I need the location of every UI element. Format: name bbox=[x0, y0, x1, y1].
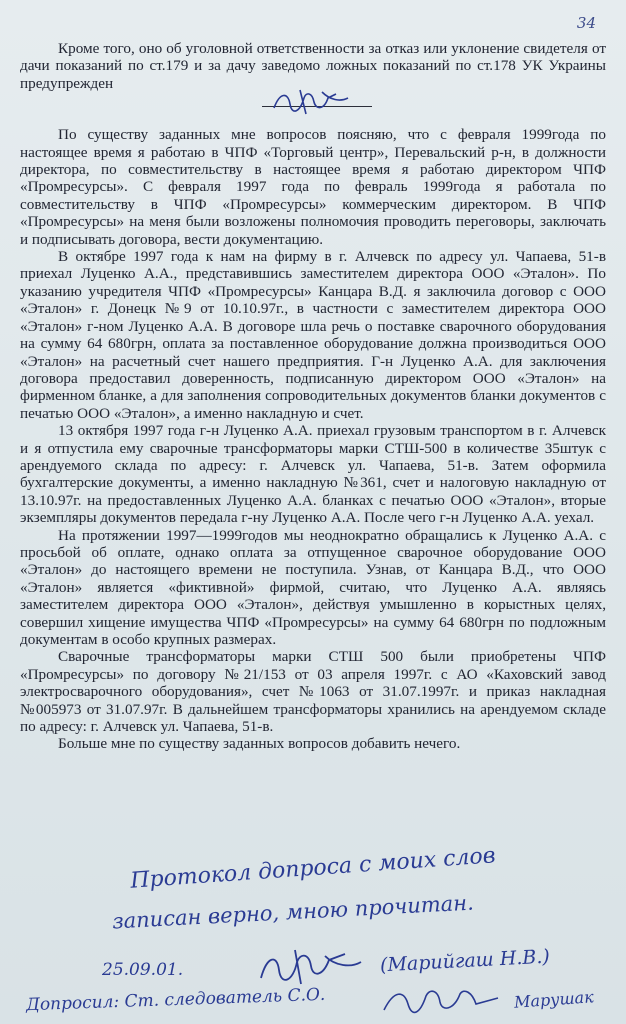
testimony-text bbox=[20, 40, 606, 753]
paragraph-nonpayment: На протяжении 1997—1999годов мы неоднократно обращались к Луценко А.А. с просьбой об оплате, однако оплата за отпущенное сварочное оборудование ООО «Эталон» до настоящего времени не поступила. Узнав, от Канцара В.Д., что ООО «Эталон» является «фиктивной» фирмой, считаю, что Луценко А.А. являясь заместителем директора ООО «Эталон», действуя умышленно в корыстных целях, совершил хищение имущества ЧПФ «Промресурсы» на сумму 64 680грн по подложным документам в особо крупных размерах. bbox=[20, 526, 606, 648]
paragraph-closing: Больше мне по существу заданных вопросов добавить нечего. bbox=[58, 735, 461, 753]
handwritten-statement-line1: Протокол допроса с моих слов bbox=[129, 843, 497, 894]
page-number: 34 bbox=[576, 14, 596, 32]
paragraph-origin: Сварочные трансформаторы марки СТШ 500 были приобретены ЧПФ «Промресурсы» по договору №21/153 от 03 апреля 1997г. с АО «Каховский завод электросварочного оборудования», счет №1063 от 31.07.1997г. и приказ накладная №005973 от 31.07.97г. В дальнейшем трансформаторы хранились на арендуемом складе по адресу: г. Алчевск ул. Чапаева, 51-в. bbox=[20, 648, 606, 736]
paragraph-contract: В октябре 1997 года к нам на фирму в г. Алчевск по адресу ул. Чапаева, 51-в приехал Луценко А.А., представившись заместителем директора ООО «Эталон». По указанию учредителя ЧПФ «Промресурсы» Канцара В.Д. я заключила договор с ООО «Эталон» г. Донецк №9 от 10.10.97г., в частности с заместителем директора ООО «Эталон» г-ном Луценко А.А. В договоре шла речь о поставке сварочного оборудования на сумму 64 680грн, оплата за поставленное оборудование должна производиться ООО «Эталон» на расчетный счет нашего предприятия. Г-н Луценко А.А. для заключения договора предоставил доверенность, подписанную директором ООО «Эталон» на фирменном бланке, а для заполнения сопроводительных документов бланки документов с печатью ООО «Эталон», а именно накладную и счет. bbox=[20, 248, 606, 422]
handwritten-date: 25.09.01. bbox=[102, 960, 184, 980]
paragraph-employment: По существу заданных мне вопросов поясняю, что с февраля 1999года по настоящее время я работаю в ЧПФ «Торговый центр», Перевальский р-н, в должности директора, по совместительству в настоящее время я работаю директором ЧПФ «Промресурсы». С февраля 1997 года по февраль 1999года я работала по совместительству в ЧПФ «Промресурсы» коммерческим директором. В ЧПФ «Промресурсы» на меня были возложены полномочия проводить переговоры, заключать и подписывать договора, вести документацию. bbox=[20, 126, 606, 248]
handwritten-statement-line2: записан верно, мною прочитан. bbox=[111, 890, 475, 934]
handwritten-witness-name: (Марийгаш Н.В.) bbox=[379, 945, 551, 977]
handwritten-inquirer: Допросил: Ст. следователь С.О. bbox=[25, 984, 326, 1016]
handwritten-investigator-name: Марушак bbox=[513, 987, 595, 1012]
paragraph-shipment: 13 октября 1997 года г-н Луценко А.А. приехал грузовым транспортом в г. Алчевск и я отпустила ему сварочные трансформаторы марки СТШ-500 в количестве 35штук с арендуемого склада по адресу: г. Алчевск ул. Чапаева, 51-в. Затем оформила бухгалтерские документы, а именно накладную №361, счет и налоговую накладную от 13.10.97г. на предоставленных Луценко А.А. бланках с печатью ООО «Эталон», вторые экземпляры документов передала г-ну Луценко А.А. После чего г-н Луценко А.А. уехал. bbox=[20, 422, 606, 527]
paragraph-warning: Кроме того, оно об уголовной ответственности за отказ или уклонение свидетеля от дачи показаний по ст.179 и за дачу заведомо ложных показаний по ст.178 УК Украины предупрежден bbox=[20, 40, 606, 92]
investigator-signature bbox=[380, 984, 500, 1018]
witness-signature-top bbox=[270, 88, 350, 116]
witness-signature-bottom bbox=[255, 948, 365, 988]
